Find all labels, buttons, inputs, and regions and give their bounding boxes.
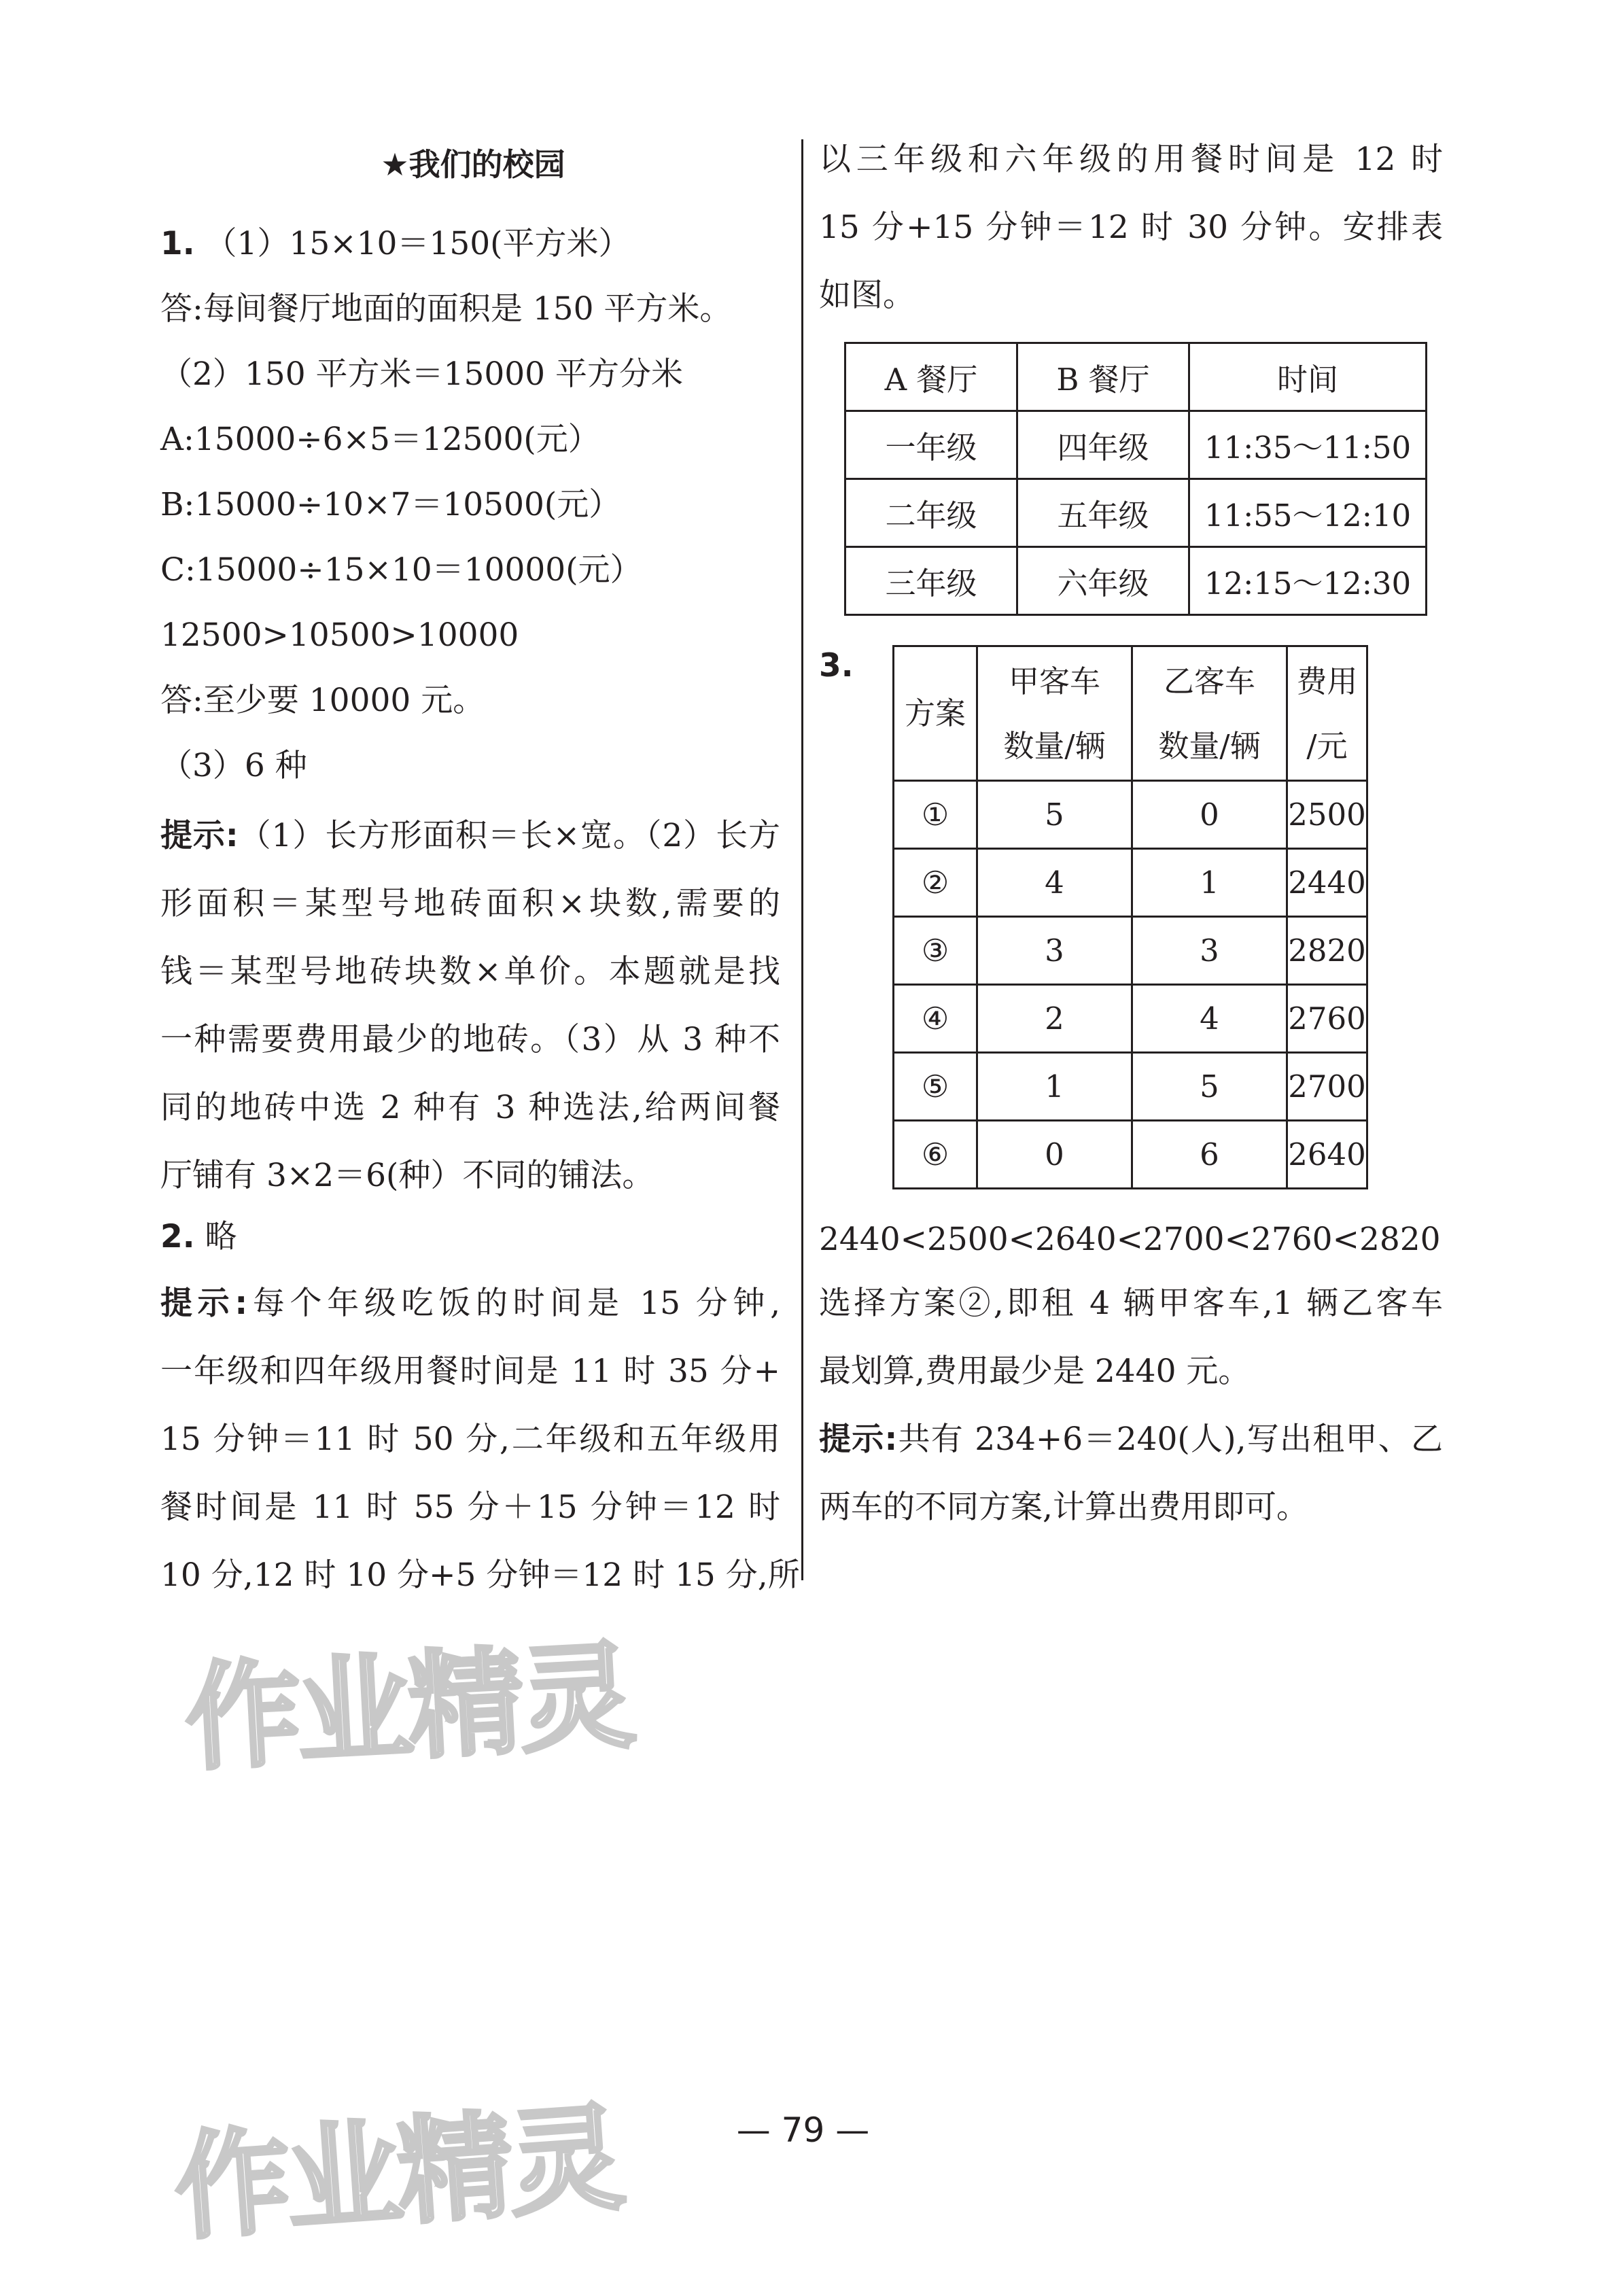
q2-hint-line1: 提示:每个年级吃饭的时间是 15 分钟, — [160, 1285, 781, 1322]
schedule-table — [844, 342, 1427, 616]
table-cell: 12:15～12:30 — [1189, 547, 1427, 615]
r-line1: 以三年级和六年级的用餐时间是 12 时 — [819, 141, 1443, 178]
table-cell: 六年级 — [1017, 547, 1189, 615]
header-cell: 时间 — [1189, 343, 1427, 411]
table-cell: 二年级 — [845, 479, 1017, 547]
table-cell: ② — [894, 849, 977, 917]
table-cell: 1 — [1132, 849, 1287, 917]
table-cell: 0 — [977, 1121, 1132, 1189]
table-cell: 3 — [977, 917, 1132, 985]
bus-plan-table — [892, 645, 1368, 1189]
q3-hint-line2: 两车的不同方案,计算出费用即可。 — [819, 1489, 1308, 1526]
q1-answer1: 答:每间餐厅地面的面积是 150 平方米。 — [160, 290, 732, 328]
q3-answer2: 最划算,费用最少是 2440 元。 — [819, 1353, 1251, 1390]
table-row — [894, 1121, 1367, 1189]
r-line3: 如图。 — [819, 277, 915, 314]
r-line2: 15 分+15 分钟＝12 时 30 分钟。安排表 — [819, 209, 1443, 246]
table-cell: 五年级 — [1017, 479, 1189, 547]
table-cell: ⑥ — [894, 1121, 977, 1189]
table-cell: 4 — [977, 849, 1132, 917]
table-cell: 5 — [1132, 1053, 1287, 1121]
table-row — [894, 985, 1367, 1053]
table-cell: 2760 — [1287, 985, 1367, 1053]
q1-hint-line6: 厅铺有 3×2＝6(种）不同的铺法。 — [160, 1157, 654, 1194]
q1-hint-line5: 同的地砖中选 2 种有 3 种选法,给两间餐 — [160, 1089, 780, 1126]
q1-calc1: （1）15×10＝150(平方米） — [205, 225, 631, 262]
q2-hint-line3: 15 分钟＝11 时 50 分,二年级和五年级用 — [160, 1421, 780, 1458]
q1-label: 1. — [160, 225, 195, 262]
q1-line3: （3）6 种 — [160, 747, 307, 784]
q2-hint-line4: 餐时间是 11 时 55 分＋15 分钟＝12 时 — [160, 1489, 780, 1526]
table-row — [894, 1053, 1367, 1121]
table-cell: 三年级 — [845, 547, 1017, 615]
header-cell: 方案 — [894, 646, 977, 781]
table-cell: 4 — [1132, 985, 1287, 1053]
table-row — [845, 479, 1427, 547]
header-cell: 甲客车 数量/辆 — [977, 646, 1132, 781]
hint-label-3: 提示: — [819, 1421, 898, 1458]
q2-hint-line2: 一年级和四年级用餐时间是 11 时 35 分+ — [160, 1353, 780, 1390]
q1-calc-b: B:15000÷10×7＝10500(元） — [160, 486, 621, 523]
q1-line1 — [160, 224, 630, 264]
hint-label-2: 提示: — [160, 1285, 248, 1322]
q1-compare: 12500>10500>10000 — [160, 616, 519, 654]
table-cell: 11:55～12:10 — [1189, 479, 1427, 547]
table-cell: 5 — [977, 781, 1132, 849]
q1-hint-line1: 提示:（1）长方形面积＝长×宽。（2）长方 — [160, 817, 781, 854]
q1-hint-line2: 形面积＝某型号地砖面积×块数,需要的 — [160, 885, 780, 922]
table-row — [845, 411, 1427, 479]
q1-hint-line3: 钱＝某型号地砖块数×单价。本题就是找 — [160, 953, 780, 990]
q2-line: 2. 略 — [160, 1218, 237, 1255]
table-row — [845, 547, 1427, 615]
q2-label: 2. — [160, 1218, 195, 1255]
table-cell: ⑤ — [894, 1053, 977, 1121]
header-cell: 费用 /元 — [1287, 646, 1367, 781]
table-cell: 2640 — [1287, 1121, 1367, 1189]
q1-calc-c: C:15000÷15×10＝10000(元） — [160, 551, 642, 589]
q1-line2: （2）150 平方米＝15000 平方分米 — [160, 355, 684, 393]
table-cell: 6 — [1132, 1121, 1287, 1189]
table-cell: 1 — [977, 1053, 1132, 1121]
table-cell: 2500 — [1287, 781, 1367, 849]
q1-hint-line4: 一种需要费用最少的地砖。（3）从 3 种不 — [160, 1021, 780, 1058]
header-cell: A 餐厅 — [845, 343, 1017, 411]
column-divider — [801, 139, 803, 1580]
page-number: — 79 — — [736, 2110, 870, 2150]
q3-answer1: 选择方案②,即租 4 辆甲客车,1 辆乙客车 — [819, 1285, 1443, 1322]
table-row — [894, 781, 1367, 849]
table-cell: 0 — [1132, 781, 1287, 849]
watermark-top: 作业精灵 — [182, 1629, 635, 1788]
q1-answer2: 答:至少要 10000 元。 — [160, 682, 485, 719]
table-cell: 四年级 — [1017, 411, 1189, 479]
table-header-row — [894, 646, 1367, 781]
table-cell: 2820 — [1287, 917, 1367, 985]
table-cell: 2440 — [1287, 849, 1367, 917]
q3-hint-line1: 提示:共有 234+6＝240(人),写出租甲、乙 — [819, 1421, 1443, 1458]
q3-label: 3. — [819, 647, 854, 684]
table-cell: 2 — [977, 985, 1132, 1053]
table-cell: 一年级 — [845, 411, 1017, 479]
table-cell: 11:35～11:50 — [1189, 411, 1427, 479]
table-cell: ④ — [894, 985, 977, 1053]
hint-label: 提示: — [160, 817, 239, 854]
table-row — [894, 849, 1367, 917]
table-cell: 2700 — [1287, 1053, 1367, 1121]
table-cell: 3 — [1132, 917, 1287, 985]
table-cell: ③ — [894, 917, 977, 985]
watermark-bottom: 作业精灵 — [170, 2091, 625, 2257]
table-row — [894, 917, 1367, 985]
header-cell: 乙客车 数量/辆 — [1132, 646, 1287, 781]
table-cell: ① — [894, 781, 977, 849]
section-title: ★我们的校园 — [381, 146, 565, 183]
table-header-row — [845, 343, 1427, 411]
header-cell: B 餐厅 — [1017, 343, 1189, 411]
q3-compare: 2440<2500<2640<2700<2760<2820 — [819, 1221, 1441, 1258]
q2-hint-line5: 10 分,12 时 10 分+5 分钟＝12 时 15 分,所 — [160, 1556, 800, 1594]
q1-calc-a: A:15000÷6×5＝12500(元） — [160, 421, 600, 458]
